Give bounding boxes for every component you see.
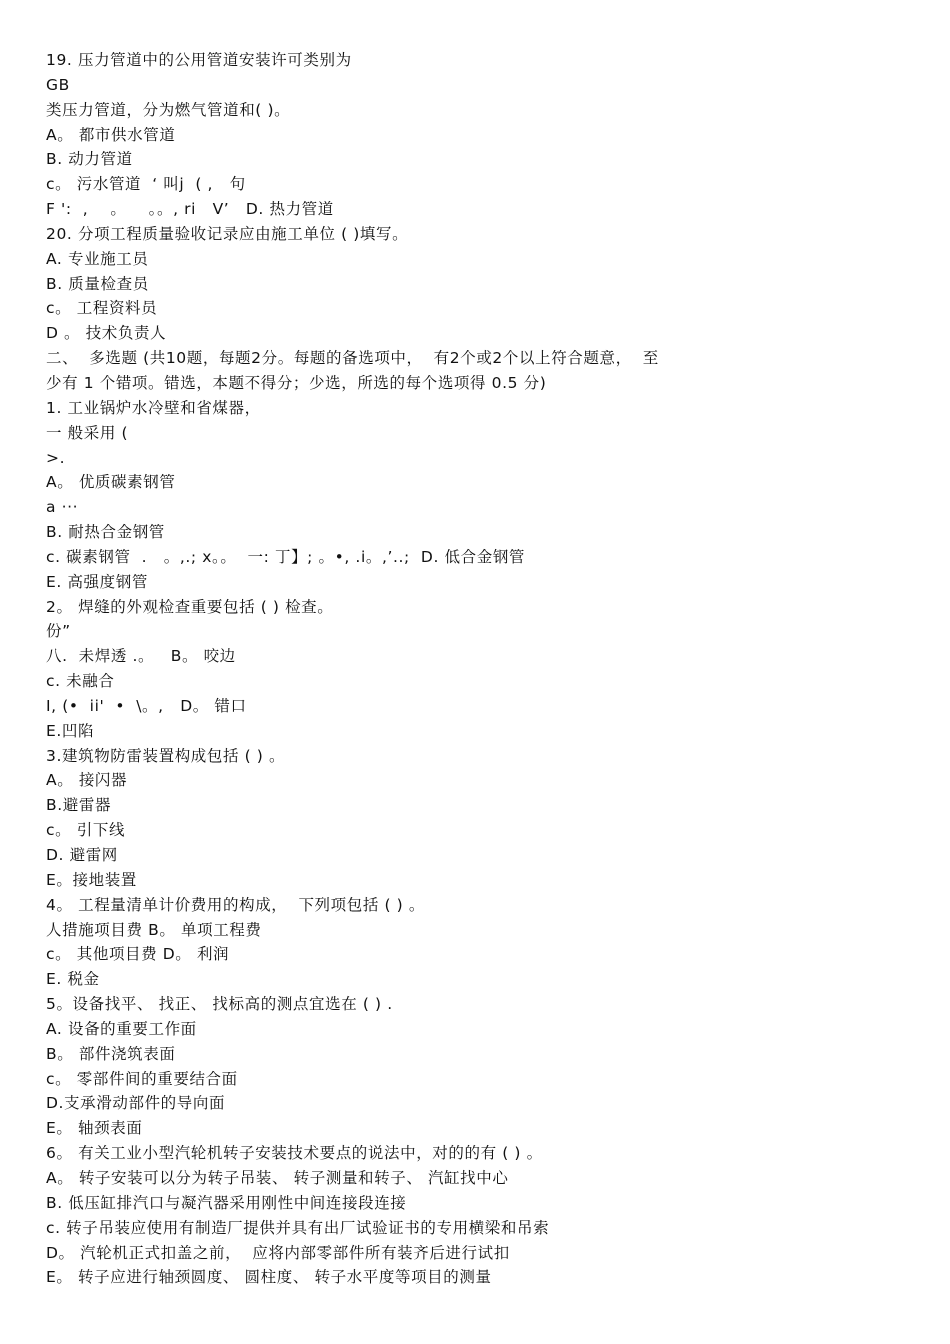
text-line: B. 质量检查员	[46, 274, 149, 293]
text-line: c. 碳素钢管 . 。,.; x。。 一: 丁】; 。•, .i。,’..; D. 低合金钢管	[46, 547, 526, 566]
text-line: 1. 工业锅炉水冷壁和省煤器，	[46, 398, 261, 417]
text-line: c. 转子吊装应使用有制造厂提供并具有出厂试验证书的专用横梁和吊索	[46, 1218, 550, 1237]
text-line: c。 零部件间的重要结合面	[46, 1069, 238, 1088]
text-line: 3.建筑物防雷装置构成包括 ( ) 。	[46, 746, 286, 765]
text-line: GB	[46, 75, 70, 94]
text-line: E. 高强度钢管	[46, 572, 148, 591]
text-line: a ···	[46, 498, 79, 517]
text-line: A. 设备的重要工作面	[46, 1019, 197, 1038]
text-line: 类压力管道，分为燃气管道和( )。	[46, 100, 291, 119]
text-line: B. 低压缸排汽口与凝汽器采用刚性中间连接段连接	[46, 1193, 407, 1212]
text-line: 人措施项目费 B。 单项工程费	[46, 920, 262, 939]
text-line: 一 般采用 (	[46, 423, 129, 442]
text-line: D.支承滑动部件的导向面	[46, 1094, 226, 1113]
text-line: c。 其他项目费 D。 利润	[46, 945, 230, 964]
text-line: 20. 分项工程质量验收记录应由施工单位 ( )填写。	[46, 224, 409, 243]
text-line: B。 部件浇筑表面	[46, 1044, 176, 1063]
text-line: F ': , 。 。。, ri V’ D. 热力管道	[46, 200, 334, 219]
text-line: A。 都市供水管道	[46, 125, 176, 144]
text-line: E。 轴颈表面	[46, 1119, 143, 1138]
text-line: c。 污水管道 ‘ 叫j ( , 句	[46, 175, 246, 194]
text-line: E. 税金	[46, 970, 100, 989]
text-line: A. 专业施工员	[46, 249, 149, 268]
text-line: E.凹陷	[46, 721, 95, 740]
text-line: E。接地装置	[46, 870, 137, 889]
text-line: D。 汽轮机正式扣盖之前， 应将内部零部件所有装齐后进行试扣	[46, 1243, 510, 1262]
text-line: 5。设备找平、 找正、 找标高的测点宜选在 ( ) .	[46, 995, 393, 1014]
text-line: I, (• ii' • \。, D。 错口	[46, 696, 247, 715]
text-line: 二、 多选题 (共10题，每题2分。每题的备选项中， 有2个或2个以上符合题意， 至	[46, 349, 659, 368]
text-line: B. 耐热合金钢管	[46, 523, 165, 542]
text-line: 八. 未焊透 .。 B。 咬边	[46, 647, 236, 666]
text-line: 6。 有关工业小型汽轮机转子安装技术要点的说法中，对的的有 ( ) 。	[46, 1144, 543, 1163]
text-line: B.避雷器	[46, 796, 112, 815]
text-line: D. 避雷网	[46, 846, 118, 864]
text-line: >.	[46, 448, 66, 467]
text-line: B. 动力管道	[46, 150, 133, 169]
text-line: 2。 焊缝的外观检查重要包括 ( ) 检查。	[46, 597, 334, 616]
text-line: E。 转子应进行轴颈圆度、 圆柱度、 转子水平度等项目的测量	[46, 1268, 492, 1287]
text-line: c。 引下线	[46, 821, 126, 840]
text-line: c。 工程资料员	[46, 299, 158, 318]
text-line: D 。 技术负责人	[46, 324, 167, 343]
text-line: 19. 压力管道中的公用管道安装许可类别为	[46, 51, 352, 69]
document-page	[46, 48, 926, 1290]
text-line: A。 接闪器	[46, 771, 128, 790]
text-line: 少有 1 个错项。错选，本题不得分；少选，所选的每个选项得 0.5 分)	[46, 373, 547, 392]
text-line: A。 优质碳素钢管	[46, 473, 176, 492]
text-line: A。 转子安装可以分为转子吊装、 转子测量和转子、 汽缸找中心	[46, 1168, 509, 1187]
text-line: 4。 工程量清单计价费用的构成， 下列项包括 ( ) 。	[46, 895, 425, 914]
text-line: c. 未融合	[46, 672, 115, 691]
text-line: 份”	[46, 622, 71, 641]
